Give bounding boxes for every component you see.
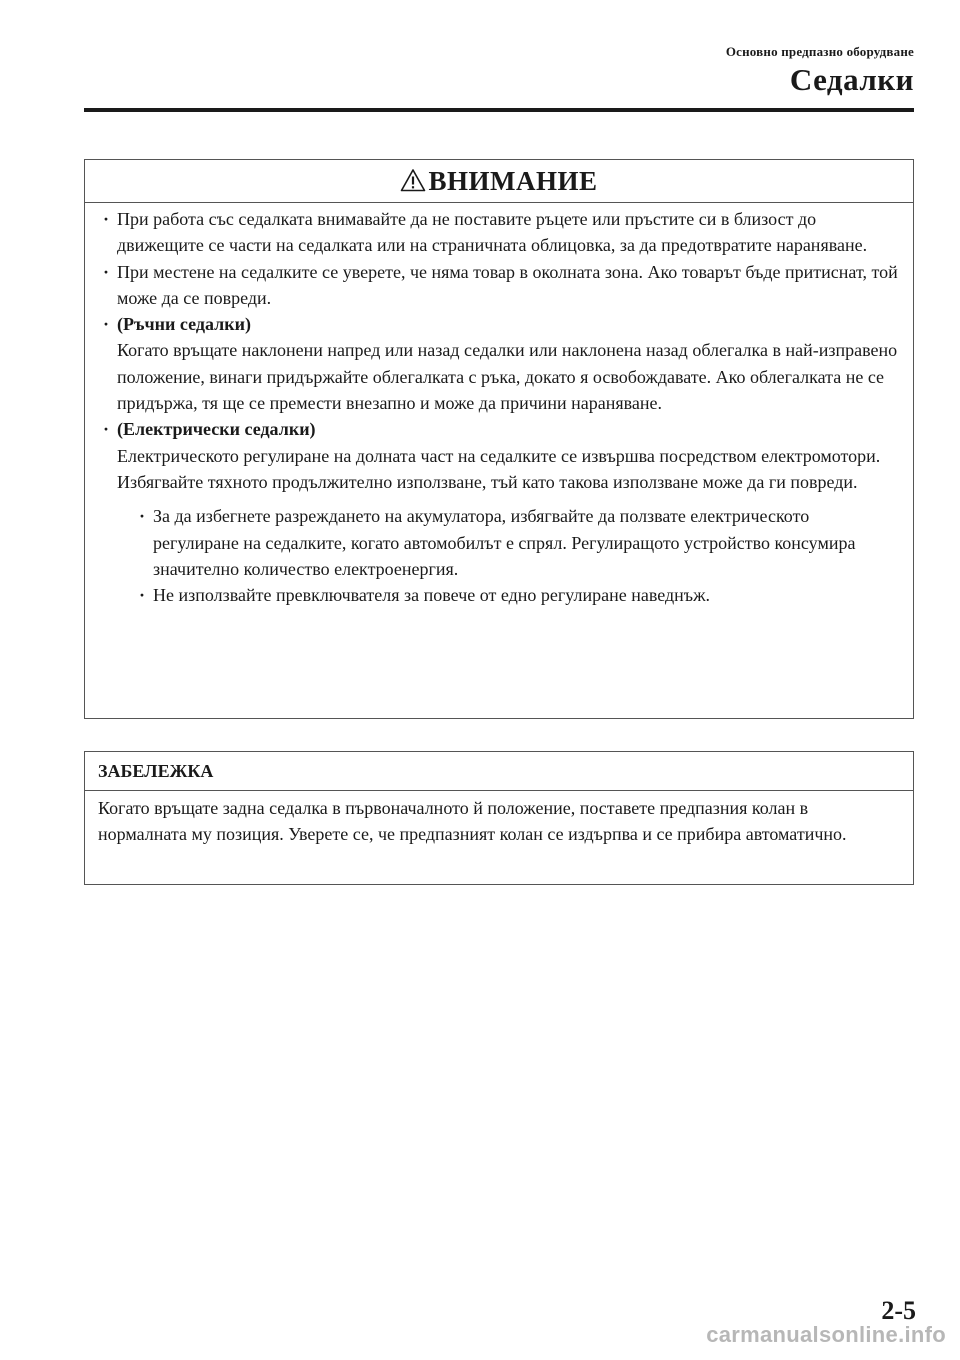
- caution-sub-item-text: За да избегнете разреждането на акумулатора, избягвайте да ползвате електрическото регулиране на седалките, когато автомобилът е спрял. Регулиращото устройство консумира значително количество електроенергия.: [153, 506, 856, 579]
- caution-sub-list: [117, 503, 899, 608]
- bullet-icon: ·: [103, 261, 110, 282]
- caution-item-text: Когато връщате наклонени напред или назад седалки или наклонена назад облегалка в най-изправено положение, винаги придържайте облегалката с ръка, докато я освобождавате. Ако облегалката не се придържа, тя ще се премести внезапно и може да причини нараняване.: [117, 340, 898, 414]
- caution-item-heading: (Ръчни седалки): [117, 314, 251, 335]
- caution-title: ВНИМАНИЕ: [428, 165, 598, 196]
- caution-box: [84, 159, 914, 719]
- note-box: [84, 751, 914, 885]
- page-title: Седалки: [789, 62, 914, 97]
- caution-header: [85, 160, 913, 203]
- caution-sub-item-text: Не използвайте превключвателя за повече от едно регулиране наведнъж.: [153, 585, 711, 606]
- header-divider: [84, 108, 914, 112]
- bullet-icon: ·: [103, 209, 110, 229]
- caution-item-heading: (Електрически седалки): [117, 419, 316, 440]
- caution-item: [99, 311, 899, 416]
- watermark: carmanualsonline.info: [706, 1322, 946, 1347]
- section-title: Основно предпазно оборудване: [725, 44, 914, 59]
- bullet-icon: ·: [103, 314, 110, 335]
- caution-item: [99, 206, 899, 259]
- bullet-icon: ·: [139, 585, 146, 606]
- caution-body: [85, 203, 913, 608]
- bullet-icon: ·: [139, 506, 146, 527]
- caution-sub-item: [135, 582, 899, 608]
- caution-item: [99, 416, 899, 608]
- bullet-icon: ·: [103, 419, 110, 440]
- page-number: 2-5: [881, 1296, 916, 1325]
- note-text: Когато връщате задна седалка в първоначалното й положение, поставете предпазния колан в нормалната му позиция. Уверете се, че предпазният колан се издърпва и се прибира автоматично.: [98, 798, 847, 845]
- warning-triangle-icon: [400, 168, 426, 192]
- caution-item: [99, 259, 899, 312]
- note-title: ЗАБЕЛЕЖКА: [85, 752, 913, 791]
- caution-sub-item: [135, 503, 899, 582]
- caution-item-text: При работа със седалката внимавайте да не поставите ръцете или пръстите си в близост до движещите се части на седалката или на страничната облицовка, за да предотвратите нараняване.: [117, 209, 868, 256]
- caution-item-text: Електрическото регулиране на долната част на седалките се извършва посредством електромотори. Избягвайте тяхното продължително използване, тъй като такова използване може да ги повреди.: [117, 445, 881, 492]
- caution-item-text: При местене на седалките се уверете, че няма товар в околната зона. Ако товарът бъде притиснат, той може да се повреди.: [117, 261, 898, 308]
